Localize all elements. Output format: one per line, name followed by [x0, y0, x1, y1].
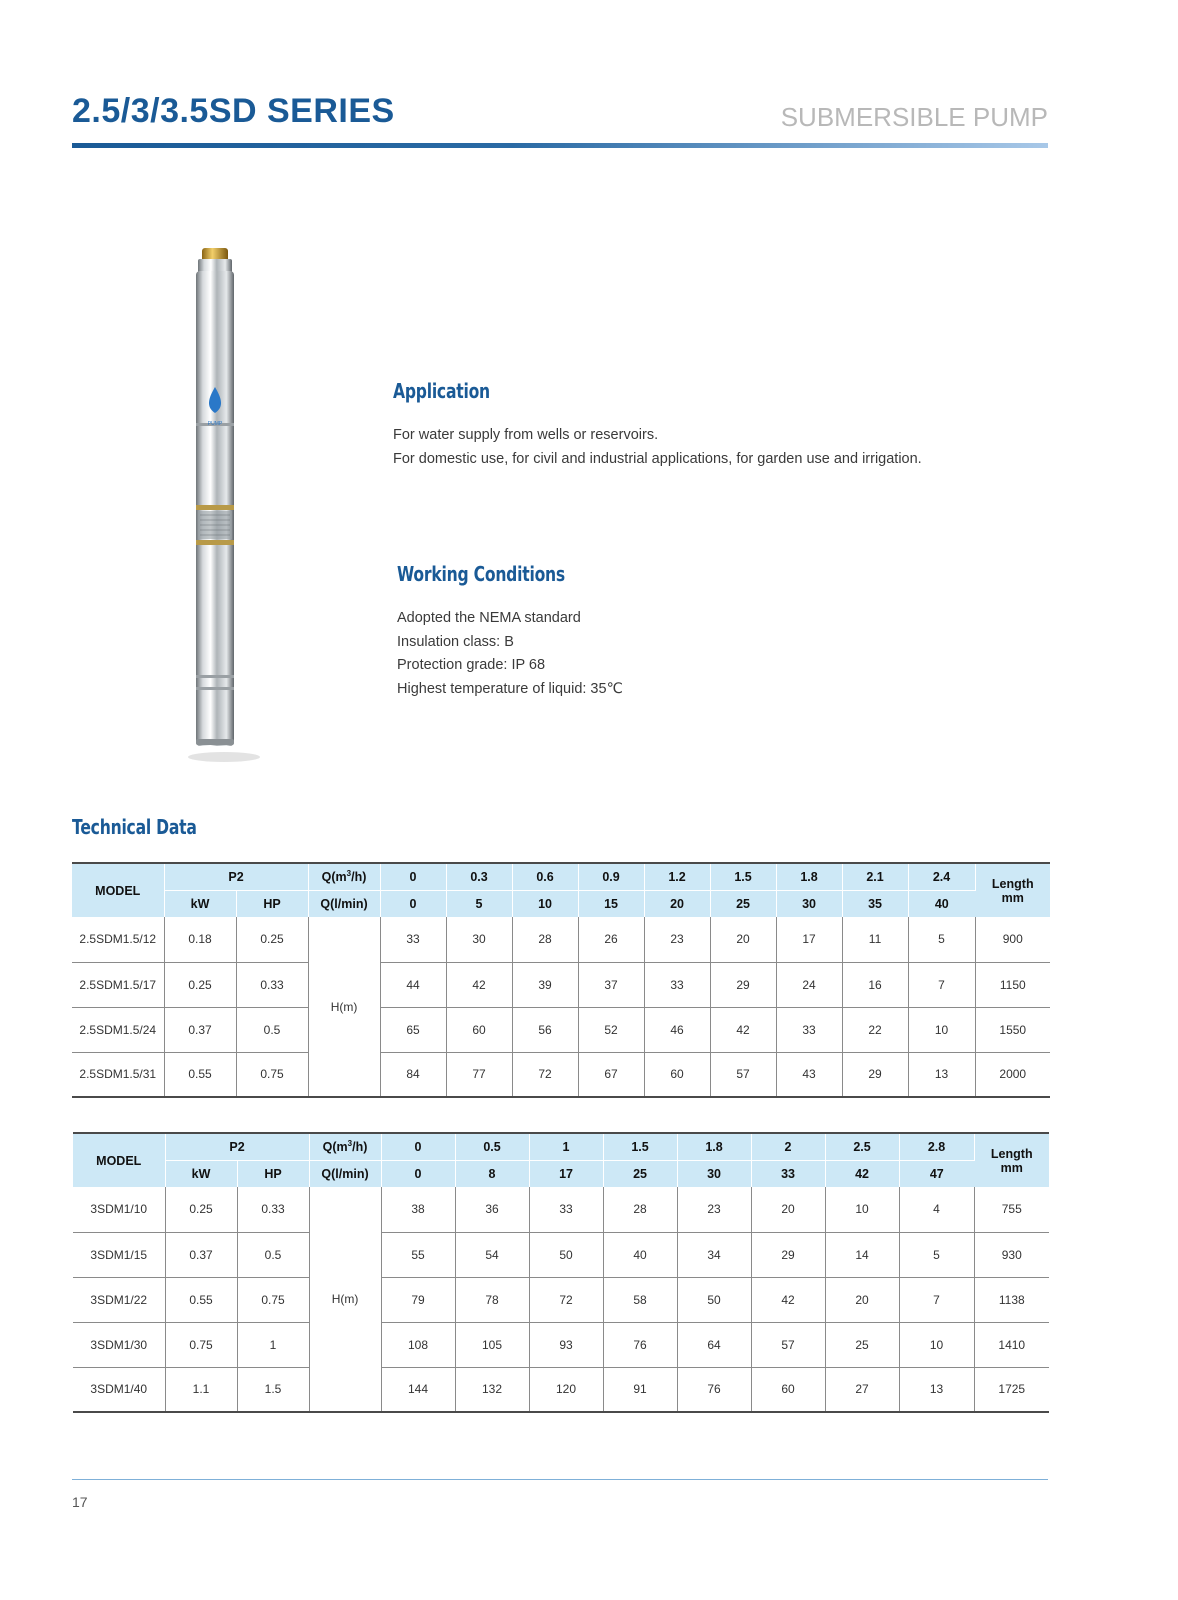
head-value-cell: 108 — [381, 1322, 455, 1367]
head-value-cell: 56 — [512, 1007, 578, 1052]
header-q-m3h: $Q(m^3/h)$ — [309, 1133, 381, 1161]
head-value-cell: 76 — [603, 1322, 677, 1367]
head-value-cell: 28 — [512, 917, 578, 962]
model-cell: 2.5SDM1.5/31 — [72, 1052, 164, 1097]
q-lmin-value: 15 — [578, 891, 644, 918]
kw-cell: 0.75 — [165, 1322, 237, 1367]
head-value-cell: 5 — [908, 917, 975, 962]
head-value-cell: 17 — [776, 917, 842, 962]
head-value-cell: 10 — [899, 1322, 974, 1367]
header-rule — [72, 143, 1048, 148]
head-value-cell: 50 — [529, 1232, 603, 1277]
q-lmin-value: 10 — [512, 891, 578, 918]
head-value-cell: 33 — [380, 917, 446, 962]
length-cell: 1410 — [974, 1322, 1049, 1367]
head-value-cell: 42 — [446, 962, 512, 1007]
q-lmin-value: 25 — [603, 1161, 677, 1188]
length-cell: 2000 — [975, 1052, 1050, 1097]
head-value-cell: 144 — [381, 1367, 455, 1412]
length-cell: 1150 — [975, 962, 1050, 1007]
q-lmin-value: 42 — [825, 1161, 899, 1188]
head-value-cell: 27 — [825, 1367, 899, 1412]
head-unit-cell: H(m) — [308, 917, 380, 1097]
head-value-cell: 33 — [529, 1187, 603, 1232]
hp-cell: 0.33 — [237, 1187, 309, 1232]
head-unit-cell: H(m) — [309, 1187, 381, 1412]
kw-cell: 0.18 — [164, 917, 236, 962]
q-m3h-value: 0.5 — [455, 1133, 529, 1161]
head-value-cell: 14 — [825, 1232, 899, 1277]
head-value-cell: 4 — [899, 1187, 974, 1232]
header-length-label: Length — [990, 1146, 1033, 1161]
kw-cell: 0.37 — [165, 1232, 237, 1277]
head-value-cell: 60 — [751, 1367, 825, 1412]
head-value-cell: 20 — [751, 1187, 825, 1232]
model-cell: 3SDM1/40 — [73, 1367, 165, 1412]
header-p2: P2 — [165, 1133, 309, 1161]
application-text — [393, 424, 922, 471]
head-value-cell: 42 — [710, 1007, 776, 1052]
table-row — [72, 962, 1050, 1007]
hp-cell: 1.5 — [237, 1367, 309, 1412]
head-value-cell: 93 — [529, 1322, 603, 1367]
length-cell: 1725 — [974, 1367, 1049, 1412]
model-cell: 3SDM1/15 — [73, 1232, 165, 1277]
head-value-cell: 23 — [677, 1187, 751, 1232]
head-value-cell: 11 — [842, 917, 908, 962]
head-value-cell: 20 — [710, 917, 776, 962]
q-m3h-value: 1.2 — [644, 863, 710, 891]
model-cell: 3SDM1/22 — [73, 1277, 165, 1322]
kw-cell: 0.37 — [164, 1007, 236, 1052]
kw-cell: 1.1 — [165, 1367, 237, 1412]
head-value-cell: 105 — [455, 1322, 529, 1367]
hp-cell: 0.33 — [236, 962, 308, 1007]
head-value-cell: 43 — [776, 1052, 842, 1097]
head-value-cell: 13 — [908, 1052, 975, 1097]
head-value-cell: 38 — [381, 1187, 455, 1232]
q-lmin-value: 0 — [380, 891, 446, 918]
head-value-cell: 60 — [446, 1007, 512, 1052]
head-value-cell: 44 — [380, 962, 446, 1007]
head-value-cell: 67 — [578, 1052, 644, 1097]
page-number: 17 — [72, 1494, 88, 1510]
head-value-cell: 22 — [842, 1007, 908, 1052]
model-cell: 2.5SDM1.5/12 — [72, 917, 164, 962]
q-m3h-value: 0 — [380, 863, 446, 891]
q-m3h-value: 1 — [529, 1133, 603, 1161]
head-value-cell: 72 — [512, 1052, 578, 1097]
condition-line: Insulation class: B — [397, 633, 514, 650]
q-lmin-value: 25 — [710, 891, 776, 918]
head-value-cell: 65 — [380, 1007, 446, 1052]
q-m3h-value: 1.8 — [677, 1133, 751, 1161]
head-value-cell: 40 — [603, 1232, 677, 1277]
head-value-cell: 91 — [603, 1367, 677, 1412]
head-value-cell: 42 — [751, 1277, 825, 1322]
head-value-cell: 76 — [677, 1367, 751, 1412]
q-lmin-value: 20 — [644, 891, 710, 918]
q-lmin-value: 35 — [842, 891, 908, 918]
head-value-cell: 77 — [446, 1052, 512, 1097]
page-subtitle: SUBMERSIBLE PUMP — [780, 102, 1048, 132]
head-value-cell: 78 — [455, 1277, 529, 1322]
head-value-cell: 54 — [455, 1232, 529, 1277]
head-value-cell: 10 — [908, 1007, 975, 1052]
table-row — [72, 917, 1050, 962]
working-conditions-text — [397, 607, 623, 701]
head-value-cell: 29 — [751, 1232, 825, 1277]
head-value-cell: 72 — [529, 1277, 603, 1322]
head-value-cell: 33 — [776, 1007, 842, 1052]
head-value-cell: 7 — [899, 1277, 974, 1322]
head-value-cell: 33 — [644, 962, 710, 1007]
hp-cell: 0.75 — [237, 1277, 309, 1322]
head-value-cell: 16 — [842, 962, 908, 1007]
header-length — [975, 863, 1050, 917]
q-lmin-value: 17 — [529, 1161, 603, 1188]
condition-line: Protection grade: IP 68 — [397, 657, 546, 673]
hp-cell: 0.5 — [237, 1232, 309, 1277]
head-value-cell: 26 — [578, 917, 644, 962]
q-m3h-value: 2.8 — [899, 1133, 974, 1161]
table-row — [72, 1007, 1050, 1052]
q-lmin-value: 47 — [899, 1161, 974, 1188]
application-line: For water supply from wells or reservoirs. — [393, 427, 659, 443]
q-m3h-value: 0.6 — [512, 863, 578, 891]
head-value-cell: 30 — [446, 917, 512, 962]
header-kw: kW — [165, 1161, 237, 1188]
head-value-cell: 64 — [677, 1322, 751, 1367]
table-row — [73, 1322, 1049, 1367]
header-hp: HP — [237, 1161, 309, 1188]
head-value-cell: 20 — [825, 1277, 899, 1322]
head-value-cell: 13 — [899, 1367, 974, 1412]
technical-data-heading: Technical Data — [72, 815, 197, 839]
table-row — [72, 1052, 1050, 1097]
kw-cell: 0.55 — [165, 1277, 237, 1322]
length-cell: 755 — [974, 1187, 1049, 1232]
q-m3h-value: 2.4 — [908, 863, 975, 891]
head-value-cell: 36 — [455, 1187, 529, 1232]
hp-cell: 0.75 — [236, 1052, 308, 1097]
head-value-cell: 55 — [381, 1232, 455, 1277]
head-value-cell: 57 — [710, 1052, 776, 1097]
head-value-cell: 28 — [603, 1187, 677, 1232]
head-value-cell: 79 — [381, 1277, 455, 1322]
head-value-cell: 23 — [644, 917, 710, 962]
head-value-cell: 10 — [825, 1187, 899, 1232]
length-cell: 930 — [974, 1232, 1049, 1277]
head-value-cell: 84 — [380, 1052, 446, 1097]
header-p2: P2 — [164, 863, 308, 891]
header-length — [974, 1133, 1049, 1187]
head-value-cell: 132 — [455, 1367, 529, 1412]
head-value-cell: 29 — [710, 962, 776, 1007]
head-value-cell: 52 — [578, 1007, 644, 1052]
hp-cell: 0.25 — [236, 917, 308, 962]
application-line: For domestic use, for civil and industrial applications, for garden use and irrigation. — [393, 450, 922, 467]
head-value-cell: 120 — [529, 1367, 603, 1412]
condition-line: Highest temperature of liquid: 35℃ — [397, 680, 623, 697]
hp-cell: 0.5 — [236, 1007, 308, 1052]
pump-logo-text: PUMP — [207, 421, 223, 427]
kw-cell: 0.25 — [165, 1187, 237, 1232]
q-lmin-value: 30 — [677, 1161, 751, 1188]
q-m3h-value: 0.3 — [446, 863, 512, 891]
q-m3h-value: 0 — [381, 1133, 455, 1161]
head-value-cell: 5 — [899, 1232, 974, 1277]
technical-data-table-2.5sd — [72, 862, 1050, 1098]
q-lmin-value: 33 — [751, 1161, 825, 1188]
head-value-cell: 39 — [512, 962, 578, 1007]
header-length-label: Length — [991, 876, 1034, 891]
q-m3h-value: 2.1 — [842, 863, 908, 891]
header-length-unit: mm — [1001, 890, 1024, 905]
q-m3h-value: 2 — [751, 1133, 825, 1161]
length-cell: 1550 — [975, 1007, 1050, 1052]
q-m3h-value: 2.5 — [825, 1133, 899, 1161]
head-value-cell: 25 — [825, 1322, 899, 1367]
q-lmin-value: 5 — [446, 891, 512, 918]
header-q-lmin: Q(l/min) — [308, 891, 380, 918]
header-model: MODEL — [73, 1133, 165, 1187]
length-cell: 900 — [975, 917, 1050, 962]
table-row — [73, 1232, 1049, 1277]
header-hp: HP — [236, 891, 308, 918]
head-value-cell: 24 — [776, 962, 842, 1007]
q-lmin-value: 8 — [455, 1161, 529, 1188]
model-cell: 2.5SDM1.5/24 — [72, 1007, 164, 1052]
head-value-cell: 57 — [751, 1322, 825, 1367]
table-row — [73, 1277, 1049, 1322]
head-value-cell: 58 — [603, 1277, 677, 1322]
table-row — [73, 1367, 1049, 1412]
application-heading: Application — [393, 379, 490, 403]
condition-line: Adopted the NEMA standard — [397, 610, 581, 626]
header-model: MODEL — [72, 863, 164, 917]
head-value-cell: 50 — [677, 1277, 751, 1322]
page-title: 2.5/3/3.5SD SERIES — [72, 92, 395, 130]
length-cell: 1138 — [974, 1277, 1049, 1322]
head-value-cell: 34 — [677, 1232, 751, 1277]
technical-data-table-3sd — [73, 1132, 1049, 1413]
head-value-cell: 29 — [842, 1052, 908, 1097]
q-m3h-value: 1.8 — [776, 863, 842, 891]
head-value-cell: 60 — [644, 1052, 710, 1097]
model-cell: 3SDM1/10 — [73, 1187, 165, 1232]
header-q-m3h: $Q(m^3/h)$ — [308, 863, 380, 891]
head-value-cell: 7 — [908, 962, 975, 1007]
head-value-cell: 37 — [578, 962, 644, 1007]
q-m3h-value: 0.9 — [578, 863, 644, 891]
q-lmin-value: 0 — [381, 1161, 455, 1188]
footer-rule — [72, 1479, 1048, 1480]
q-lmin-value: 40 — [908, 891, 975, 918]
hp-cell: 1 — [237, 1322, 309, 1367]
pump-image — [184, 245, 264, 765]
head-value-cell: 46 — [644, 1007, 710, 1052]
header-q-lmin: Q(l/min) — [309, 1161, 381, 1188]
kw-cell: 0.25 — [164, 962, 236, 1007]
model-cell: 2.5SDM1.5/17 — [72, 962, 164, 1007]
table-row — [73, 1187, 1049, 1232]
kw-cell: 0.55 — [164, 1052, 236, 1097]
model-cell: 3SDM1/30 — [73, 1322, 165, 1367]
working-conditions-heading: Working Conditions — [397, 562, 565, 586]
q-m3h-value: 1.5 — [710, 863, 776, 891]
header-length-unit: mm — [1000, 1160, 1023, 1175]
q-lmin-value: 30 — [776, 891, 842, 918]
header-kw: kW — [164, 891, 236, 918]
q-m3h-value: 1.5 — [603, 1133, 677, 1161]
